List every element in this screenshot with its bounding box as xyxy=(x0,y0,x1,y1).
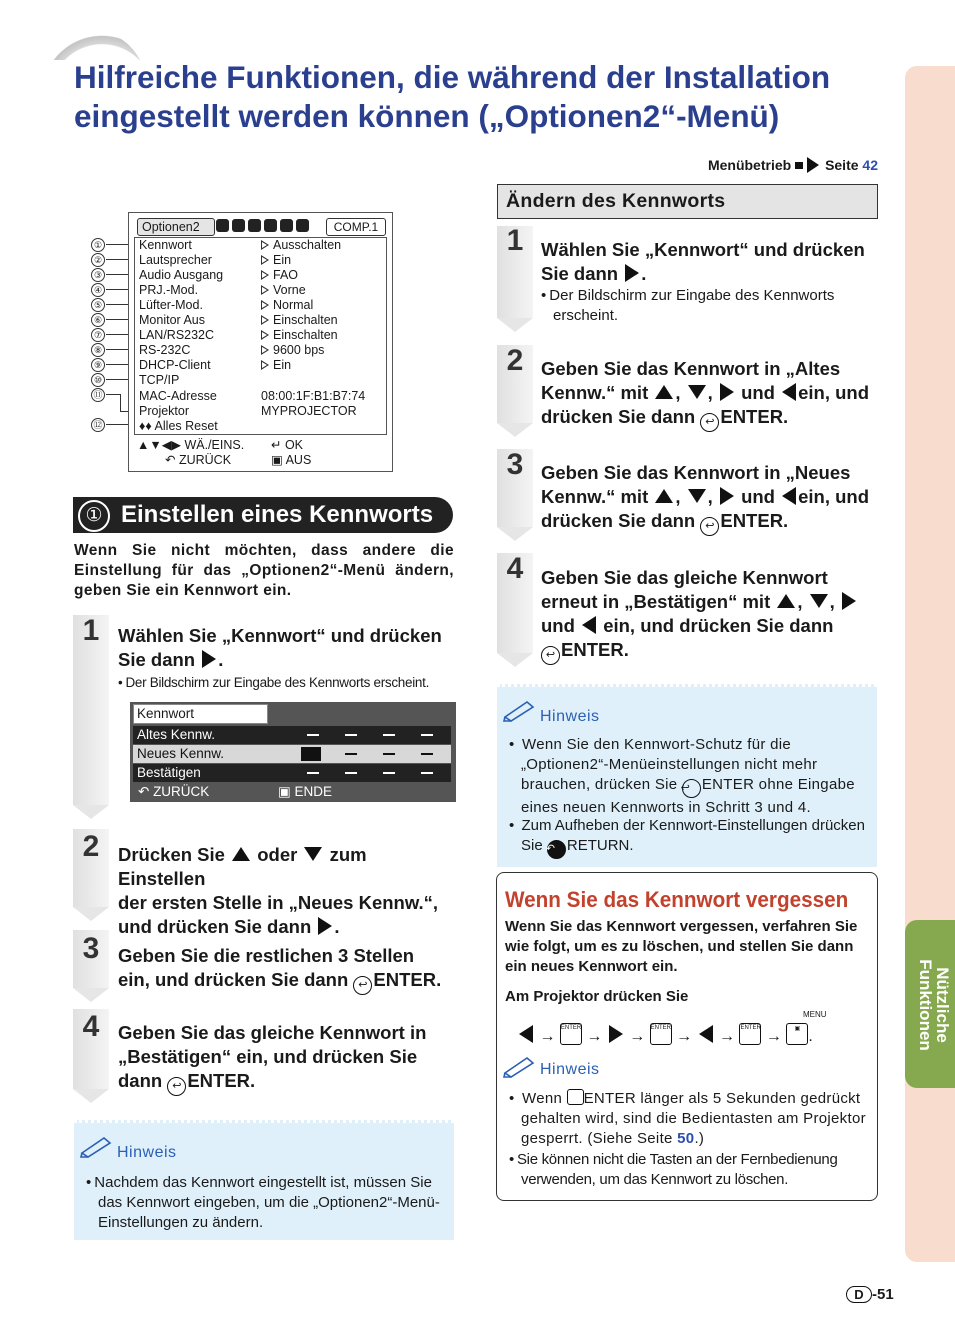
return-icon: ↶ xyxy=(547,840,566,859)
callout-marker: ③ xyxy=(91,268,105,282)
step-text: Geben Sie das gleiche Kennwort in „Bestätigen“ ein, und drücken Sie dann ↩ ENTER. xyxy=(118,1021,458,1096)
hint-text: • Wenn ENTER länger als 5 Sekunden gedrückt gehalten wird, sind die Bedientasten am Projektor gesperrt. (Siehe Seite 50.) xyxy=(509,1089,879,1149)
menu-row: RS-232C 9600 bps xyxy=(139,343,325,357)
menu-tab-options2: Optionen2 xyxy=(137,218,215,236)
step-number: 3 xyxy=(82,932,100,965)
right-arrow-icon xyxy=(318,917,332,935)
pw-row-confirm: Bestätigen xyxy=(133,764,451,782)
menu-row: PRJ.-Mod. Vorne xyxy=(139,283,306,297)
enter-icon: ↩ xyxy=(541,646,560,665)
menu-row: MAC-Adresse 08:00:1F:B1:B7:74 xyxy=(139,389,366,403)
step-number: 2 xyxy=(506,344,524,377)
step-text: Geben Sie die restlichen 3 Stellen ein, und drücken Sie dann ↩ ENTER. xyxy=(118,944,458,995)
down-arrow-icon xyxy=(304,847,322,861)
arrow-icon xyxy=(795,162,803,169)
hint-box xyxy=(497,684,877,867)
options2-menu-screen xyxy=(128,212,393,472)
section-intro: Wenn Sie nicht möchten, dass andere die Einstellung für das „Optionen2“-Menü ändern, geben Sie ein Kennwort ein. xyxy=(74,542,454,599)
pencil-icon xyxy=(503,1055,535,1077)
callout-marker: ⑫ xyxy=(91,418,105,432)
hint-title: Hinweis xyxy=(540,1061,600,1078)
page-link[interactable]: 50 xyxy=(677,1130,695,1147)
password-entry-screen xyxy=(130,702,456,802)
menu-row: Kennwort Ausschalten xyxy=(139,238,342,252)
step-text: Wählen Sie „Kennwort“ und drücken Sie dann . xyxy=(118,625,442,670)
callout-marker: ⑦ xyxy=(91,328,105,342)
menu-row: Projektor MYPROJECTOR xyxy=(139,404,357,418)
callout-marker: ⑪ xyxy=(91,388,105,402)
step-text: Geben Sie das gleiche Kennwort erneut in „Bestätigen“ mit , , und ein, und drücken Sie dann ↩ ENTER. xyxy=(541,566,876,665)
arrow-right-icon xyxy=(807,157,819,173)
step-number: 1 xyxy=(506,224,524,257)
hint-text: • Wenn Sie den Kennwort-Schutz für die „Optionen2“-Menüeinstellungen nicht mehr brauchen, drücken Sie ↩ ENTER ohne Eingabe eines neuen Kennworts in Schritt 3 und 4. xyxy=(509,735,879,818)
callout-marker: ④ xyxy=(91,283,105,297)
menu-footer-back: ↶ ZURÜCK xyxy=(165,453,232,467)
input-source-label: COMP.1 xyxy=(326,218,386,236)
step-text: Geben Sie das Kennwort in „Neues Kennw.“ mit , , und ein, und drücken Sie dann ↩ ENTER. xyxy=(541,461,876,536)
menu-row: DHCP-Client Ein xyxy=(139,358,292,372)
right-arrow-icon xyxy=(625,264,639,282)
menu-key-icon: ▣ xyxy=(786,1023,808,1045)
menu-row: Lüfter-Mod. Normal xyxy=(139,298,314,312)
step-text: Geben Sie das Kennwort in „Altes Kennw.“ mit , , und ein, und drücken Sie dann ↩ ENTER. xyxy=(541,357,876,432)
enter-key-icon: ENTER xyxy=(560,1023,582,1045)
up-arrow-icon xyxy=(232,847,250,861)
enter-key-icon: ENTER xyxy=(650,1023,672,1045)
forgot-title: Wenn Sie das Kennwort vergessen xyxy=(505,887,849,912)
side-tab-label: Nützliche Funktionen xyxy=(916,959,952,1051)
pw-screen-title: Kennwort xyxy=(133,704,268,724)
hint-text: • Sie können nicht die Tasten an der Fernbedienung verwenden, um das Kennwort zu löschen. xyxy=(509,1150,883,1190)
forgot-subheading: Am Projektor drücken Sie xyxy=(505,988,689,1005)
step-number: 4 xyxy=(82,1010,100,1043)
menu-row: Audio Ausgang FAO xyxy=(139,268,299,282)
callout-marker: ⑧ xyxy=(91,343,105,357)
page-number: D -51 xyxy=(846,1286,894,1303)
hint-box xyxy=(74,1120,454,1240)
step-number: 1 xyxy=(82,614,100,647)
menu-footer-nav: ▲▼◀▶ WÄ./EINS. xyxy=(137,438,245,452)
enter-icon: ↩ xyxy=(700,517,719,536)
step-number: 3 xyxy=(506,448,524,481)
pw-footer-back: ↶ ZURÜCK xyxy=(138,784,210,799)
menu-footer-off: ▣ AUS xyxy=(271,453,312,467)
step-note: • Der Bildschirm zur Eingabe des Kennworts erscheint. xyxy=(541,286,888,326)
forgot-password-box xyxy=(496,872,878,1201)
callout-marker: ② xyxy=(91,253,105,267)
enter-key-icon xyxy=(567,1089,584,1105)
pw-row-old: Altes Kennw. xyxy=(133,726,451,744)
hint-title: Hinweis xyxy=(117,1144,177,1161)
callout-marker: ⑩ xyxy=(91,373,105,387)
enter-icon: ↩ xyxy=(700,413,719,432)
hint-text: • Zum Aufheben der Kennwort-Einstellungen drücken Sie ↶ RETURN. xyxy=(509,816,879,859)
callout-marker: ⑥ xyxy=(91,313,105,327)
forgot-text: Wenn Sie das Kennwort vergessen, verfahren Sie wie folgt, um es zu löschen, und stellen Sie dann ein neues Kennwort ein. xyxy=(505,918,858,975)
step-number: 4 xyxy=(506,552,524,585)
menu-ref-page-link[interactable]: 42 xyxy=(862,157,878,173)
step-text: Wählen Sie „Kennwort“ und drücken Sie dann . xyxy=(541,239,865,284)
enter-icon: ↩ xyxy=(167,1077,186,1096)
menu-footer-ok: ↵ OK xyxy=(271,438,304,452)
enter-key-icon: ENTER xyxy=(739,1023,761,1045)
enter-icon: ↩ xyxy=(353,976,372,995)
section-heading-set-password: ① Einstellen eines Kennworts xyxy=(73,497,453,533)
hint-text: • Nachdem das Kennwort eingestellt ist, müssen Sie das Kennwort eingeben, um die „Optionen2“-Menü-Einstellungen zu ändern. xyxy=(86,1173,458,1233)
menu-row: Lautsprecher Ein xyxy=(139,253,292,267)
callout-marker: ① xyxy=(91,238,105,252)
right-arrow-icon xyxy=(202,650,216,668)
pencil-icon xyxy=(503,699,535,721)
menu-row: LAN/RS232C Einschalten xyxy=(139,328,338,342)
callout-marker: ⑨ xyxy=(91,358,105,372)
hint-title: Hinweis xyxy=(540,708,600,725)
menu-row: TCP/IP xyxy=(139,373,180,387)
menu-tab-icons xyxy=(216,219,321,235)
pw-row-new: Neues Kennw. xyxy=(133,745,451,763)
pencil-icon xyxy=(80,1135,112,1157)
key-sequence: → ENTER → → ENTER → → ENTER → ▣ . xyxy=(517,1023,857,1047)
step-note: • Der Bildschirm zur Eingabe des Kennworts erscheint. xyxy=(118,673,458,692)
menu-row: Monitor Aus Einschalten xyxy=(139,313,338,327)
page-title: Hilfreiche Funktionen, die während der Installation eingestellt werden können („Optionen2“-Menü) xyxy=(74,59,831,134)
step-number: 2 xyxy=(82,830,100,863)
pw-footer-end: ▣ ENDE xyxy=(278,784,333,799)
menu-reference: Menübetrieb Seite 42 xyxy=(707,157,878,173)
menu-row: ♦♦ Alles Reset xyxy=(139,419,218,433)
step-text: Drücken Sie oder zum Einstellen der ersten Stelle in „Neues Kennw.“, und drücken Sie dann . xyxy=(118,844,439,937)
menu-key-label: MENU xyxy=(803,1010,827,1019)
section-heading-change-password: Ändern des Kennworts xyxy=(497,184,878,219)
callout-marker: ⑤ xyxy=(91,298,105,312)
